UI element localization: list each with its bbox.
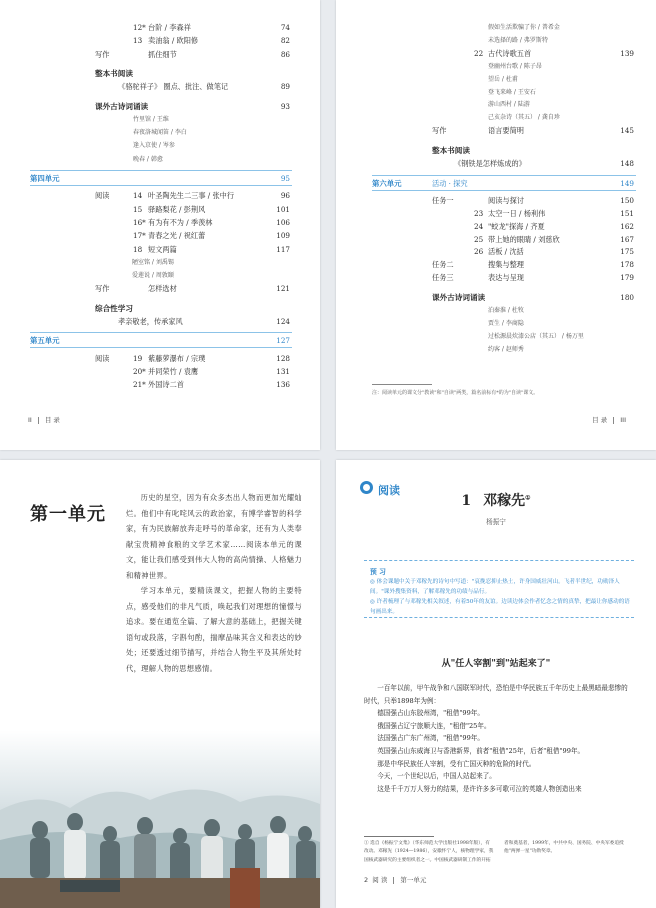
toc-row xyxy=(336,305,656,316)
section-title: 阅读与探讨 xyxy=(488,195,524,205)
lesson-number: 17* xyxy=(133,231,146,241)
section-category: 任务三 xyxy=(432,273,454,283)
lesson-title: "蛟龙"探海 / 齐夏 xyxy=(488,221,545,231)
unit-divider xyxy=(30,185,292,186)
section-category: 阅读 xyxy=(95,353,110,363)
lesson-title: 叶圣陶先生二三事 / 张中行 xyxy=(148,191,235,201)
page-number: 145 xyxy=(620,126,634,136)
lesson-number: 26 xyxy=(474,247,484,257)
page-footer xyxy=(592,415,626,424)
toc-row xyxy=(0,204,320,215)
section-category: 任务二 xyxy=(432,260,454,270)
sub-entry: 约客 / 赵师秀 xyxy=(488,345,524,353)
toc-row xyxy=(336,259,656,270)
toc-page-right xyxy=(336,0,656,450)
unit-divider xyxy=(372,175,636,176)
sub-entry: 晚春 / 韩愈 xyxy=(133,155,163,163)
page-number: 139 xyxy=(620,48,634,58)
toc-row xyxy=(336,195,656,206)
toc-note: 注：阅读单元的课文分"教读"和"自读"两类，篇名前标有*的为"自读"课文。 xyxy=(372,384,432,396)
unit-intro-paragraph: 学习本单元，要精读课文，把握人物的主要特点，感受他们的非凡气质，唤起我们对理想的憧憬与追求。要在通览全篇、了解大意的基础上，把握关键语句或段落，字斟句酌，揣摩品味其含义和表达的妙处；还要透过细节描写，并结合人物生平及其所处时代，理解人物的思想感情。 xyxy=(126,586,302,673)
lesson-body xyxy=(364,682,634,795)
toc-row xyxy=(336,292,656,303)
toc-row xyxy=(0,316,320,327)
page-number: 127 xyxy=(276,336,290,346)
toc-heading: 综合性学习 xyxy=(95,303,133,313)
toc-row xyxy=(336,272,656,283)
lesson-number: 25 xyxy=(474,234,484,244)
toc-row xyxy=(336,35,656,46)
unit-divider xyxy=(30,170,292,171)
toc-row xyxy=(336,246,656,257)
toc-row xyxy=(336,158,656,169)
footnote-marker: ① xyxy=(525,494,531,502)
toc-entry: 《骆驼祥子》 圈点、批注、做笔记 xyxy=(118,82,229,92)
toc-row xyxy=(0,366,320,377)
toc-row xyxy=(0,127,320,138)
page-number: 82 xyxy=(280,36,290,46)
body-paragraph: 那是中华民族任人宰割，受有亡国灭种的危险的时代。 xyxy=(377,759,536,768)
preview-item: ◎ 许者梳理了与邓稼先相关叙述，有着50年的友谊。边读边体会作者忆念之情的真挚，把最让你感动的语句画出来。 xyxy=(370,599,630,615)
lesson-number: 19 xyxy=(133,353,143,363)
sub-entry: 登飞来峰 / 王安石 xyxy=(488,88,536,96)
footer-label: 目 录 xyxy=(592,416,608,424)
toc-row xyxy=(0,114,320,125)
toc-row xyxy=(0,101,320,112)
body-paragraph: 一百年以前，甲午战争和八国联军时代，恐怕是中华民族五千年历史上最黑暗最悲惨的时代，只举1898年为例： xyxy=(364,684,628,705)
toc-row xyxy=(336,61,656,72)
sub-entry: 假如生活欺骗了你 / 普希金 xyxy=(488,24,560,31)
page-number: 124 xyxy=(276,317,290,326)
body-paragraph: 今天，一个世纪以后，中国人站起来了。 xyxy=(377,772,496,781)
toc-row xyxy=(0,22,320,33)
unit-intro-paragraph: 历史的星空，因为有众多杰出人物而更加光耀灿烂。他们中有叱咤风云的政治家，有博学睿智的科学家，有为民族解放奔走呼号的革命家，还有为人类奉献宝贵精神食粮的文学艺术家……阅读本单元的课文，能让我们感受到伟大人物的高尚情操、人格魅力和精神世界。 xyxy=(126,493,302,580)
lesson-number: 21* xyxy=(133,380,146,390)
toc-row xyxy=(0,270,320,281)
page-number: 101 xyxy=(276,204,290,214)
section-title: 搜集与整理 xyxy=(488,260,524,270)
lesson-title: 并同荣竹 / 袁鹰 xyxy=(148,366,199,376)
toc-entry: 《钢铁是怎样炼成的》 xyxy=(454,159,526,168)
unit-label: 第五单元 xyxy=(30,336,60,346)
unit-divider xyxy=(30,332,292,333)
toc-row xyxy=(0,173,320,184)
section-title: 表达与呈现 xyxy=(488,273,524,283)
section-category: 阅读 xyxy=(95,191,110,201)
toc-row xyxy=(336,22,656,33)
page-number: 162 xyxy=(620,221,634,231)
page-number: 95 xyxy=(280,174,290,183)
unit-label: 第六单元 xyxy=(372,178,402,188)
toc-row xyxy=(0,35,320,46)
unit-title: 第一单元 xyxy=(30,504,106,525)
page-number: 167 xyxy=(620,234,634,244)
unit-divider xyxy=(30,347,292,348)
body-paragraph: 德国强占山东胶州湾，"租借"99年。 xyxy=(377,709,484,718)
toc-row xyxy=(0,190,320,201)
lesson-number: 12* xyxy=(133,23,146,32)
preview-item: ◎ 体会课题中关于邓稼先的诗句中写道："哀挽忍抑止热土，许身国威壮河山。飞者半世纪，功勋泽人间。"课外搜集资料，了解邓稼先的功绩与品行。 xyxy=(370,579,620,595)
page-number: 151 xyxy=(620,208,634,218)
sub-entry: 己亥杂诗（其五） / 龚自珍 xyxy=(488,114,560,122)
lesson-number: 22 xyxy=(474,48,484,58)
lesson-title xyxy=(336,490,656,510)
toc-row xyxy=(336,87,656,98)
toc-heading: 课外古诗词诵读 xyxy=(432,293,486,303)
page-number: 106 xyxy=(276,217,290,227)
lesson-number: 24 xyxy=(474,221,484,231)
unit-intro-text xyxy=(126,490,302,676)
toc-row xyxy=(336,74,656,85)
toc-right xyxy=(336,0,656,450)
toc-row xyxy=(336,344,656,355)
page-number: 128 xyxy=(276,353,290,363)
footer-page-number: III xyxy=(620,416,626,424)
lesson-name: 邓稼先 xyxy=(483,493,526,509)
toc-row xyxy=(336,125,656,136)
body-paragraph: 俄国强占辽宁旅顺大连，"租借"25年。 xyxy=(377,721,491,730)
page-number: 179 xyxy=(620,273,634,283)
lesson-title: 带上她的眼睛 / 刘慈欣 xyxy=(488,234,560,244)
toc-row xyxy=(0,154,320,165)
lesson-number: 18 xyxy=(133,244,143,254)
section-category: 任务一 xyxy=(432,195,454,205)
toc-row xyxy=(0,81,320,92)
toc-row xyxy=(336,112,656,123)
lesson-title: 有为有不为 / 季羡林 xyxy=(148,217,213,227)
sub-entry: 爱莲说 / 周敦颐 xyxy=(132,272,174,280)
toc-row xyxy=(0,283,320,294)
toc-row xyxy=(336,99,656,110)
page-number: 117 xyxy=(276,244,290,254)
lesson-author: 杨振宁 xyxy=(486,518,506,526)
toc-row xyxy=(336,318,656,329)
lesson-number: 16* xyxy=(133,217,146,227)
footnote: ① 选自《杨振宁文集》（华东师范大学出版社1998年版），有改动。邓稼先（1924—1986），安徽怀宁人，核物理学家，我国核武器研究的主要组织者之一。中国核武器研制工作的开拓者和奠基者，1999年，中共中央、国务院、中央军委追授他"两弹一星"功勋奖章。 xyxy=(364,841,624,863)
page-footer xyxy=(364,875,426,884)
footer-label: 阅 读 xyxy=(372,876,388,884)
toc-heading: 整本书阅读 xyxy=(432,146,470,156)
footer-page-number: II xyxy=(28,416,32,424)
unit-divider xyxy=(372,190,636,191)
unit-subtitle: 活动 · 探究 xyxy=(432,178,468,188)
lesson-title: 太空一日 / 杨利伟 xyxy=(488,208,546,218)
toc-row xyxy=(336,331,656,342)
section-title: 从"任人宰割"到"站起来了" xyxy=(441,659,551,669)
page-number: 178 xyxy=(620,260,634,270)
section-category: 写作 xyxy=(432,126,447,136)
lesson-title: 卖油翁 / 欧阳修 xyxy=(148,36,199,46)
sub-entry: 逢入京使 / 岑参 xyxy=(133,142,175,150)
toc-row xyxy=(0,244,320,255)
toc-row xyxy=(336,48,656,59)
lesson-number: 1 xyxy=(461,493,472,509)
preview-text xyxy=(370,577,630,617)
page-number: 180 xyxy=(620,293,634,303)
unit-intro-page xyxy=(0,460,320,908)
unit-illustration xyxy=(0,730,320,908)
sub-entry: 过松源晨炊漆公店（其五） / 杨万里 xyxy=(488,332,584,340)
toc-row xyxy=(336,234,656,245)
toc-row xyxy=(336,221,656,232)
page-number: 86 xyxy=(280,49,290,59)
toc-entry: 孝亲敬老，传承家风 xyxy=(118,317,183,326)
section-category: 写作 xyxy=(95,284,110,294)
preview-box xyxy=(364,560,634,618)
page-number: 136 xyxy=(276,380,290,390)
page-number: 93 xyxy=(280,101,290,111)
toc-row xyxy=(0,68,320,79)
toc-row xyxy=(0,140,320,151)
page-footer xyxy=(28,415,60,424)
lesson-title: 紫藤萝瀑布 / 宗璞 xyxy=(148,353,206,363)
section-title: 抓住细节 xyxy=(148,49,177,59)
page-number: 131 xyxy=(276,366,290,376)
page-number: 74 xyxy=(280,23,290,32)
lesson-title: 驿路梨花 / 彭荆风 xyxy=(148,204,206,214)
page-number: 89 xyxy=(280,82,290,92)
toc-row xyxy=(0,49,320,60)
footer-label: 目 录 xyxy=(44,416,60,424)
sub-entry: 未选择的路 / 弗罗斯特 xyxy=(488,36,548,44)
page-number: 150 xyxy=(620,195,634,205)
toc-row xyxy=(336,208,656,219)
toc-row xyxy=(336,145,656,156)
body-paragraph: 这是千千万万人努力的结果，是许许多多可歌可泣的英雄人物创造出来 xyxy=(377,784,582,793)
lesson-number: 23 xyxy=(474,208,484,218)
toc-row xyxy=(0,353,320,364)
toc-row xyxy=(0,230,320,241)
toc-row xyxy=(0,217,320,228)
toc-page-left xyxy=(0,0,320,450)
lesson-title: 外国诗二首 xyxy=(148,380,184,390)
sub-entry: 游山西村 / 陆游 xyxy=(488,101,530,109)
sub-entry: 竹里馆 / 王维 xyxy=(133,115,169,123)
section-category: 写作 xyxy=(95,49,110,59)
sub-entry: 贾生 / 李商隐 xyxy=(488,319,524,327)
sub-entry: 春夜洛城闻笛 / 李白 xyxy=(133,129,187,137)
footer-unit: 第一单元 xyxy=(400,876,427,884)
toc-row xyxy=(0,379,320,390)
section-title: 怎样选材 xyxy=(148,284,177,294)
toc-heading: 课外古诗词诵读 xyxy=(95,101,149,111)
body-paragraph: 法国强占广东广州湾，"租借"99年。 xyxy=(377,734,484,743)
section-title: 语言要简明 xyxy=(488,126,524,136)
toc-row xyxy=(0,335,320,346)
lesson-title: 活板 / 沈括 xyxy=(488,247,524,257)
toc-row xyxy=(0,257,320,268)
toc-row xyxy=(0,303,320,314)
footer-page-number: 2 xyxy=(364,876,369,884)
lesson-title: 古代诗歌五首 xyxy=(488,48,532,58)
lesson-number: 15 xyxy=(133,204,143,214)
sub-entry: 登幽州台歌 / 陈子昂 xyxy=(488,62,542,70)
page-number: 148 xyxy=(620,159,634,168)
lesson-title: 短文两篇 xyxy=(148,244,177,254)
toc-left xyxy=(0,0,320,450)
sub-entry: 望岳 / 杜甫 xyxy=(488,75,518,83)
page-number: 149 xyxy=(620,178,634,188)
reading-badge: 阅读 xyxy=(378,484,400,497)
lesson-number: 20* xyxy=(133,366,146,376)
page-number: 121 xyxy=(276,284,290,294)
footnote-divider xyxy=(364,836,434,837)
page-number: 96 xyxy=(280,191,290,201)
page-number: 109 xyxy=(276,231,290,241)
lesson-title: 青春之光 / 祝红蕾 xyxy=(148,231,206,241)
toc-row xyxy=(336,178,656,189)
sub-entry: 陋室铭 / 刘禹锡 xyxy=(132,258,174,266)
page-number: 175 xyxy=(620,247,634,257)
lesson-number: 14 xyxy=(133,191,143,201)
preview-label: 预 习 xyxy=(370,568,386,576)
body-paragraph: 英国强占山东威海卫与香港新界，前者"租借"25年，后者"租借"99年。 xyxy=(377,746,585,755)
lesson-number: 13 xyxy=(133,36,143,46)
sub-entry: 泊秦淮 / 杜牧 xyxy=(488,307,524,314)
lesson-page xyxy=(336,460,656,908)
lesson-title: 台阶 / 李森祥 xyxy=(148,23,191,32)
toc-heading: 整本书阅读 xyxy=(95,68,133,78)
unit-label: 第四单元 xyxy=(30,174,60,183)
